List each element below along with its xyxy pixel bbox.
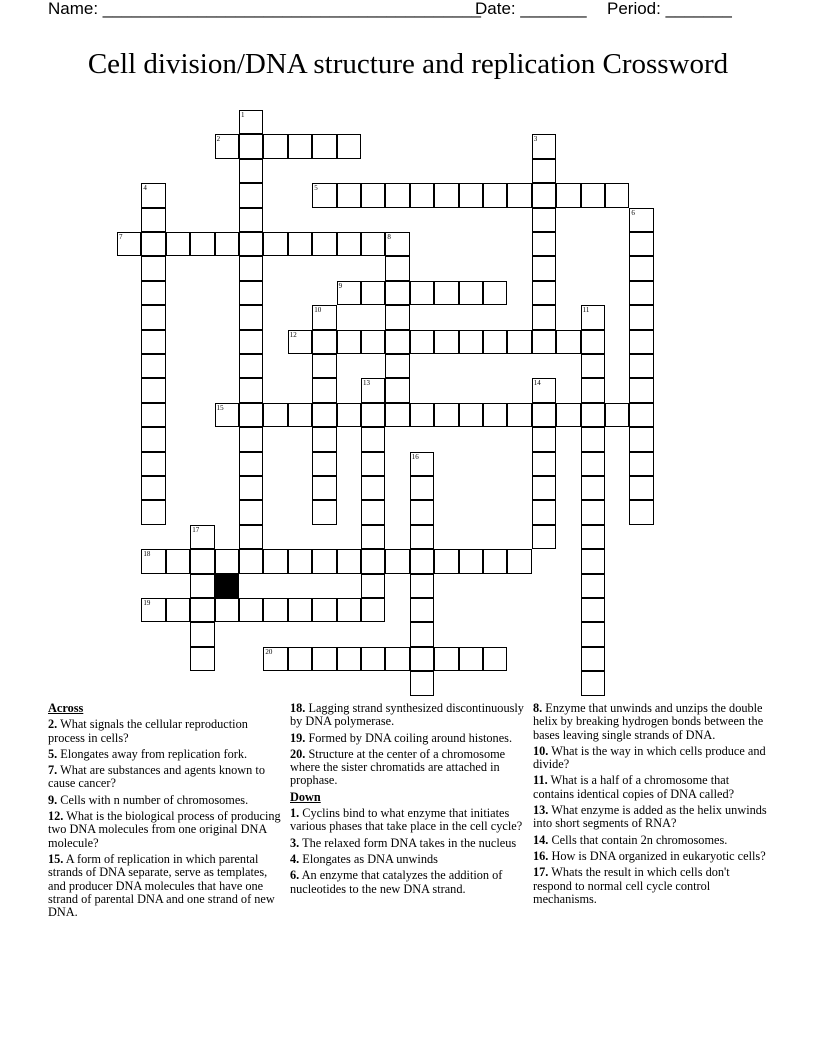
clue-item-number: 2. xyxy=(48,717,58,732)
grid-cell[interactable] xyxy=(361,183,385,207)
grid-cell[interactable] xyxy=(141,598,165,622)
grid-cell[interactable] xyxy=(581,622,605,646)
grid-cell[interactable] xyxy=(434,330,458,354)
grid-cell[interactable] xyxy=(141,500,165,524)
grid-cell[interactable] xyxy=(288,232,312,256)
clue-number: 13 xyxy=(363,379,370,388)
grid-cell[interactable] xyxy=(337,549,361,573)
grid-cell[interactable] xyxy=(361,525,385,549)
clue-number: 14 xyxy=(533,379,541,388)
grid-cell[interactable] xyxy=(629,354,653,378)
grid-cell[interactable] xyxy=(337,647,361,671)
clue-item-text: A form of replication in which parental strands of DNA separate, serve as templates, and producer DNA molecules that have one strand of parental DNA and one strand of new DNA. xyxy=(48,851,275,920)
clue-item-text: What are substances and agents known to cause cancer? xyxy=(48,763,265,791)
grid-cell[interactable] xyxy=(361,574,385,598)
grid-cell[interactable] xyxy=(263,134,287,158)
clue-item-text: Cells that contain 2n chromosomes. xyxy=(548,832,728,847)
grid-cell[interactable] xyxy=(312,134,336,158)
grid-cell[interactable] xyxy=(581,598,605,622)
grid-cell[interactable] xyxy=(459,647,483,671)
grid-cell[interactable] xyxy=(337,403,361,427)
grid-cell[interactable] xyxy=(141,354,165,378)
grid-cell[interactable] xyxy=(141,378,165,402)
grid-cell[interactable] xyxy=(141,330,165,354)
grid-cell[interactable] xyxy=(581,403,605,427)
grid-cell[interactable] xyxy=(312,549,336,573)
clue-item xyxy=(533,834,769,847)
grid-cell[interactable] xyxy=(117,232,141,256)
grid-cell[interactable] xyxy=(385,183,409,207)
grid-cell[interactable] xyxy=(581,574,605,598)
clues-column-2 xyxy=(290,702,526,899)
grid-cell[interactable] xyxy=(629,232,653,256)
clue-item-text: What is the way in which cells produce and divide? xyxy=(533,743,766,772)
grid-cell[interactable] xyxy=(190,232,214,256)
clue-number: 1 xyxy=(241,111,245,119)
blocked-cell xyxy=(215,574,239,598)
clue-number: 4 xyxy=(143,184,147,193)
clue-item-text: Elongates away from replication fork. xyxy=(57,746,248,761)
grid-cell[interactable] xyxy=(483,403,507,427)
grid-cell[interactable] xyxy=(190,549,214,573)
grid-cell[interactable] xyxy=(239,427,263,451)
clue-number: 2 xyxy=(216,135,221,144)
grid-cell[interactable] xyxy=(312,403,336,427)
clue-item xyxy=(48,810,284,850)
clues-column-3 xyxy=(533,702,769,909)
grid-cell[interactable] xyxy=(312,378,336,402)
grid-cell[interactable] xyxy=(239,134,263,158)
grid-cell[interactable] xyxy=(141,232,165,256)
grid-cell[interactable] xyxy=(361,647,385,671)
grid-cell[interactable] xyxy=(361,549,385,573)
grid-cell[interactable] xyxy=(459,549,483,573)
clue-item-text: Structure at the center of a chromosome where the sister chromatids are attached in prophase. xyxy=(290,746,506,788)
clue-number: 20 xyxy=(265,647,273,656)
grid-cell[interactable] xyxy=(190,622,214,646)
grid-cell[interactable] xyxy=(312,232,336,256)
clue-item-number: 14. xyxy=(533,832,549,847)
grid-cell[interactable] xyxy=(459,330,483,354)
grid-cell[interactable] xyxy=(166,598,190,622)
grid-cell[interactable] xyxy=(410,183,434,207)
grid-cell[interactable] xyxy=(385,330,409,354)
grid-cell[interactable] xyxy=(239,549,263,573)
grid-cell[interactable] xyxy=(239,500,263,524)
clue-item-number: 7. xyxy=(48,763,58,778)
clue-item-number: 3. xyxy=(290,835,300,850)
grid-cell[interactable] xyxy=(581,330,605,354)
grid-cell[interactable] xyxy=(532,159,556,183)
clue-item xyxy=(290,853,526,866)
grid-cell[interactable] xyxy=(532,208,556,232)
grid-cell[interactable] xyxy=(434,183,458,207)
clue-item-number: 1. xyxy=(290,806,300,821)
grid-cell[interactable] xyxy=(483,281,507,305)
grid-cell[interactable] xyxy=(166,232,190,256)
grid-cell[interactable] xyxy=(361,378,385,402)
grid-cell[interactable] xyxy=(605,403,629,427)
grid-cell[interactable] xyxy=(483,549,507,573)
grid-cell[interactable] xyxy=(190,574,214,598)
grid-cell[interactable] xyxy=(581,378,605,402)
grid-cell[interactable] xyxy=(410,330,434,354)
clue-number: 6 xyxy=(631,208,635,217)
grid-cell[interactable] xyxy=(581,525,605,549)
grid-cell[interactable] xyxy=(337,281,361,305)
grid-cell[interactable] xyxy=(532,183,556,207)
grid-cell[interactable] xyxy=(337,183,361,207)
grid-cell[interactable] xyxy=(337,598,361,622)
grid-cell[interactable] xyxy=(581,427,605,451)
grid-cell[interactable] xyxy=(361,500,385,524)
grid-cell[interactable] xyxy=(361,232,385,256)
grid-cell[interactable] xyxy=(288,403,312,427)
grid-cell[interactable] xyxy=(629,281,653,305)
clue-item xyxy=(48,748,284,761)
grid-cell[interactable] xyxy=(312,500,336,524)
clue-item-text: Whats the result in which cells don't respond to normal cell cycle control mechanisms. xyxy=(533,865,730,906)
grid-cell[interactable] xyxy=(629,208,653,232)
grid-cell[interactable] xyxy=(385,281,409,305)
clue-item xyxy=(48,853,284,919)
clue-item-text: Lagging strand synthesized discontinuously by DNA polymerase. xyxy=(290,701,524,729)
grid-cell[interactable] xyxy=(361,598,385,622)
clue-item xyxy=(290,869,526,896)
grid-cell[interactable] xyxy=(385,305,409,329)
clue-item xyxy=(290,807,526,834)
grid-cell[interactable] xyxy=(556,403,580,427)
grid-cell[interactable] xyxy=(629,476,653,500)
clue-item xyxy=(48,718,284,745)
clue-item xyxy=(290,837,526,850)
grid-cell[interactable] xyxy=(556,330,580,354)
clue-item xyxy=(533,774,769,801)
grid-cell[interactable] xyxy=(190,598,214,622)
clue-item-number: 11. xyxy=(533,773,548,788)
grid-cell[interactable] xyxy=(141,256,165,280)
grid-cell[interactable] xyxy=(239,110,263,134)
grid-cell[interactable] xyxy=(507,330,531,354)
grid-cell[interactable] xyxy=(581,500,605,524)
clues-column-1 xyxy=(48,702,284,922)
grid-cell[interactable] xyxy=(532,305,556,329)
grid-cell[interactable] xyxy=(288,647,312,671)
grid-cell[interactable] xyxy=(581,305,605,329)
grid-cell[interactable] xyxy=(410,671,434,695)
grid-cell[interactable] xyxy=(410,549,434,573)
grid-cell[interactable] xyxy=(239,525,263,549)
clue-item-text: What is the biological process of producing two DNA molecules from one original DNA molecule? xyxy=(48,809,281,850)
grid-cell[interactable] xyxy=(141,476,165,500)
grid-cell[interactable] xyxy=(141,427,165,451)
grid-cell[interactable] xyxy=(239,208,263,232)
grid-cell[interactable] xyxy=(532,427,556,451)
clue-item-number: 8. xyxy=(533,701,543,715)
grid-cell[interactable] xyxy=(141,305,165,329)
grid-cell[interactable] xyxy=(410,281,434,305)
clue-item-number: 10. xyxy=(533,743,549,758)
grid-cell[interactable] xyxy=(410,403,434,427)
grid-cell[interactable] xyxy=(410,525,434,549)
grid-cell[interactable] xyxy=(141,183,165,207)
clue-item-text: Cyclins bind to what enzyme that initiates various phases that take place in the cell cycle? xyxy=(290,806,523,834)
clue-item-text: How is DNA organized in eukaryotic cells? xyxy=(548,848,766,863)
grid-cell[interactable] xyxy=(239,183,263,207)
grid-cell[interactable] xyxy=(581,354,605,378)
grid-cell[interactable] xyxy=(361,403,385,427)
grid-cell[interactable] xyxy=(532,281,556,305)
grid-cell[interactable] xyxy=(312,647,336,671)
clue-heading: Down xyxy=(290,789,321,804)
grid-cell[interactable] xyxy=(215,403,239,427)
clue-number: 12 xyxy=(289,330,297,339)
grid-cell[interactable] xyxy=(190,647,214,671)
grid-cell[interactable] xyxy=(263,549,287,573)
clue-item-number: 5. xyxy=(48,746,58,761)
grid-cell[interactable] xyxy=(410,574,434,598)
grid-cell[interactable] xyxy=(361,452,385,476)
grid-cell[interactable] xyxy=(385,549,409,573)
clue-number: 3 xyxy=(533,135,538,144)
grid-cell[interactable] xyxy=(385,647,409,671)
clue-heading: Across xyxy=(48,701,84,715)
grid-cell[interactable] xyxy=(312,476,336,500)
clue-item-text: What signals the cellular reproduction process in cells? xyxy=(48,717,248,745)
grid-cell[interactable] xyxy=(312,427,336,451)
grid-cell[interactable] xyxy=(532,134,556,158)
grid-cell[interactable] xyxy=(215,134,239,158)
grid-cell[interactable] xyxy=(215,598,239,622)
grid-cell[interactable] xyxy=(434,549,458,573)
clue-item xyxy=(533,850,769,863)
clue-item-text: Formed by DNA coiling around histones. xyxy=(305,730,513,745)
grid-cell[interactable] xyxy=(312,354,336,378)
clue-item-number: 17. xyxy=(533,865,549,880)
grid-cell[interactable] xyxy=(434,281,458,305)
grid-cell[interactable] xyxy=(581,671,605,695)
grid-cell[interactable] xyxy=(629,403,653,427)
grid-cell[interactable] xyxy=(581,549,605,573)
grid-cell[interactable] xyxy=(166,549,190,573)
clue-item xyxy=(533,702,769,742)
grid-cell[interactable] xyxy=(459,403,483,427)
grid-cell[interactable] xyxy=(385,232,409,256)
grid-cell[interactable] xyxy=(141,452,165,476)
grid-cell[interactable] xyxy=(629,427,653,451)
clue-number: 16 xyxy=(411,452,419,461)
grid-cell[interactable] xyxy=(459,183,483,207)
grid-cell[interactable] xyxy=(215,232,239,256)
clue-item xyxy=(533,804,769,831)
grid-cell[interactable] xyxy=(361,476,385,500)
grid-cell[interactable] xyxy=(239,330,263,354)
grid-cell[interactable] xyxy=(312,330,336,354)
grid-cell[interactable] xyxy=(239,159,263,183)
clue-item-number: 12. xyxy=(48,809,64,824)
grid-cell[interactable] xyxy=(288,134,312,158)
grid-cell[interactable] xyxy=(483,647,507,671)
name-field[interactable]: Name: ________________________________________ xyxy=(48,0,481,18)
grid-cell[interactable] xyxy=(361,281,385,305)
grid-cell[interactable] xyxy=(410,598,434,622)
grid-cell[interactable] xyxy=(312,305,336,329)
clue-item xyxy=(290,702,526,729)
grid-cell[interactable] xyxy=(239,354,263,378)
grid-cell[interactable] xyxy=(581,476,605,500)
clue-number: 5 xyxy=(314,184,318,193)
clue-item-number: 18. xyxy=(290,701,306,715)
grid-cell[interactable] xyxy=(581,452,605,476)
grid-cell[interactable] xyxy=(239,598,263,622)
grid-cell[interactable] xyxy=(410,622,434,646)
clue-item-number: 20. xyxy=(290,746,306,761)
grid-cell[interactable] xyxy=(532,256,556,280)
grid-cell[interactable] xyxy=(239,281,263,305)
grid-cell[interactable] xyxy=(385,354,409,378)
clue-number: 19 xyxy=(143,599,151,607)
clue-item-text: An enzyme that catalyzes the addition of nucleotides to the new DNA strand. xyxy=(290,868,503,896)
grid-cell[interactable] xyxy=(532,330,556,354)
grid-cell[interactable] xyxy=(239,476,263,500)
grid-cell[interactable] xyxy=(190,525,214,549)
grid-cell[interactable] xyxy=(410,500,434,524)
grid-cell[interactable] xyxy=(556,183,580,207)
grid-cell[interactable] xyxy=(288,598,312,622)
clue-item-number: 9. xyxy=(48,792,58,807)
grid-cell[interactable] xyxy=(532,500,556,524)
grid-cell[interactable] xyxy=(337,134,361,158)
grid-cell[interactable] xyxy=(532,378,556,402)
clue-item-number: 6. xyxy=(290,868,300,883)
clue-number: 11 xyxy=(582,306,590,315)
grid-cell[interactable] xyxy=(239,378,263,402)
grid-cell[interactable] xyxy=(629,378,653,402)
grid-cell[interactable] xyxy=(629,452,653,476)
grid-cell[interactable] xyxy=(337,330,361,354)
grid-cell[interactable] xyxy=(434,403,458,427)
grid-cell[interactable] xyxy=(532,476,556,500)
clue-number: 17 xyxy=(192,525,200,534)
date-field[interactable]: Date: _______ xyxy=(475,0,587,18)
clue-number: 10 xyxy=(314,306,322,315)
clue-number: 9 xyxy=(338,281,343,290)
grid-cell[interactable] xyxy=(410,647,434,671)
grid-cell[interactable] xyxy=(263,647,287,671)
grid-cell[interactable] xyxy=(385,256,409,280)
clue-item-text: Elongates as DNA unwinds xyxy=(299,851,438,866)
grid-cell[interactable] xyxy=(141,281,165,305)
grid-cell[interactable] xyxy=(141,549,165,573)
clue-item-number: 4. xyxy=(290,851,300,866)
grid-cell[interactable] xyxy=(312,183,336,207)
grid-cell[interactable] xyxy=(263,403,287,427)
clue-number: 15 xyxy=(216,403,224,412)
grid-cell[interactable] xyxy=(141,208,165,232)
clue-item-text: What is a half of a chromosome that contains identical copies of DNA called? xyxy=(533,773,735,801)
grid-cell[interactable] xyxy=(410,476,434,500)
grid-cell[interactable] xyxy=(459,281,483,305)
grid-cell[interactable] xyxy=(581,183,605,207)
clue-number: 8 xyxy=(387,233,391,241)
grid-cell[interactable] xyxy=(288,549,312,573)
grid-cell[interactable] xyxy=(532,403,556,427)
grid-cell[interactable] xyxy=(507,183,531,207)
grid-cell[interactable] xyxy=(215,549,239,573)
clue-item-number: 19. xyxy=(290,730,306,745)
clue-item xyxy=(290,748,526,788)
grid-cell[interactable] xyxy=(629,500,653,524)
grid-cell[interactable] xyxy=(385,378,409,402)
grid-cell[interactable] xyxy=(337,232,361,256)
grid-cell[interactable] xyxy=(239,305,263,329)
grid-cell[interactable] xyxy=(141,403,165,427)
grid-cell[interactable] xyxy=(629,305,653,329)
grid-cell[interactable] xyxy=(483,183,507,207)
grid-cell[interactable] xyxy=(507,549,531,573)
clue-item xyxy=(533,866,769,906)
clue-item-text: Enzyme that unwinds and unzips the double helix by breaking hydrogen bonds between the bases leaving single strands of DNA. xyxy=(533,701,764,742)
grid-cell[interactable] xyxy=(532,232,556,256)
grid-cell[interactable] xyxy=(288,330,312,354)
grid-cell[interactable] xyxy=(239,452,263,476)
grid-cell[interactable] xyxy=(532,525,556,549)
grid-cell[interactable] xyxy=(361,330,385,354)
grid-cell[interactable] xyxy=(385,403,409,427)
grid-cell[interactable] xyxy=(263,232,287,256)
clue-item xyxy=(290,732,526,745)
grid-cell[interactable] xyxy=(239,232,263,256)
clue-item-number: 15. xyxy=(48,851,64,866)
grid-cell[interactable] xyxy=(361,427,385,451)
grid-cell[interactable] xyxy=(239,403,263,427)
clue-item-text: Cells with n number of chromosomes. xyxy=(57,792,249,807)
period-field[interactable]: Period: _______ xyxy=(607,0,732,18)
grid-cell[interactable] xyxy=(532,452,556,476)
grid-cell[interactable] xyxy=(483,330,507,354)
clue-item-number: 13. xyxy=(533,803,549,818)
grid-cell[interactable] xyxy=(410,452,434,476)
grid-cell[interactable] xyxy=(605,183,629,207)
clue-number: 18 xyxy=(143,550,151,559)
clue-item xyxy=(48,794,284,807)
clue-item xyxy=(533,745,769,772)
grid-cell[interactable] xyxy=(629,330,653,354)
clue-item-number: 16. xyxy=(533,848,549,863)
grid-cell[interactable] xyxy=(312,598,336,622)
clue-item xyxy=(48,764,284,791)
grid-cell[interactable] xyxy=(312,452,336,476)
grid-cell[interactable] xyxy=(239,256,263,280)
grid-cell[interactable] xyxy=(434,647,458,671)
page-title: Cell division/DNA structure and replication Crossword xyxy=(87,48,729,80)
grid-cell[interactable] xyxy=(581,647,605,671)
grid-cell[interactable] xyxy=(629,256,653,280)
grid-cell[interactable] xyxy=(507,403,531,427)
clue-number: 7 xyxy=(119,233,123,241)
clue-item-text: What enzyme is added as the helix unwinds into short segments of RNA? xyxy=(533,803,767,831)
grid-cell[interactable] xyxy=(263,598,287,622)
clue-item-text: The relaxed form DNA takes in the nucleus xyxy=(299,835,517,850)
